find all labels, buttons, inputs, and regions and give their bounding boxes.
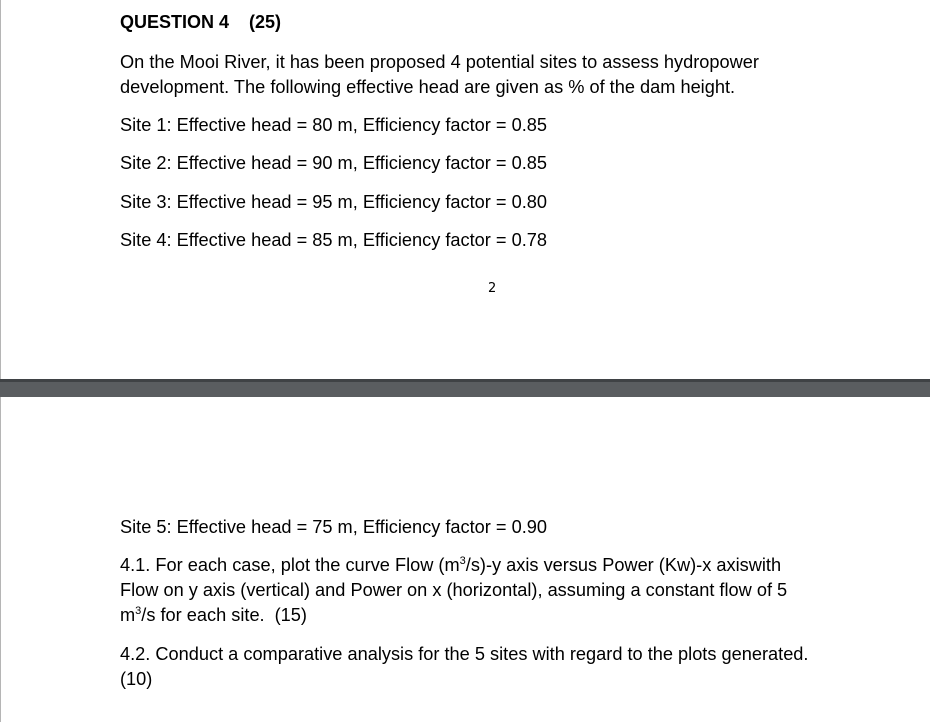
site-1-text: Site 1: Effective head = 80 m, Efficiency factor = 0.85 (120, 115, 547, 135)
site-4-text: Site 4: Effective head = 85 m, Efficiency factor = 0.78 (120, 230, 547, 250)
question-4-2-marks: (10) (120, 669, 153, 689)
question-4-2-line-1: 4.2. Conduct a comparative analysis for the 5 sites with regard to the plots generated. (120, 644, 809, 664)
question-4-1-marks: (15) (274, 605, 307, 625)
intro-line-2: development. The following effective head are given as % of the dam height. (120, 77, 736, 97)
question-4-1-line-2: Flow on y axis (vertical) and Power on x (horizontal), assuming a constant flow of 5 (120, 580, 788, 600)
question-marks: (25) (249, 12, 282, 32)
document-page-2 (0, 397, 930, 722)
question-label: QUESTION 4 (120, 12, 230, 32)
page-number: 2 (488, 281, 497, 296)
question-heading (120, 12, 281, 33)
site-5-text: Site 5: Effective head = 75 m, Efficiency factor = 0.90 (120, 517, 547, 537)
intro-line-1: On the Mooi River, it has been proposed 4 potential sites to assess hydropower (120, 52, 759, 72)
question-4-1-line-3: $m^3/s$ for each site. (15) (120, 605, 307, 625)
question-4-1-line-1: 4.1. For each case, plot the curve Flow $(m^3/s)-y$ axis versus Power (Kw)-x axiswith (120, 555, 782, 575)
page-separator-shadow (0, 379, 930, 382)
site-2-text: Site 2: Effective head = 90 m, Efficiency factor = 0.85 (120, 153, 547, 173)
site-3-text: Site 3: Effective head = 95 m, Efficiency factor = 0.80 (120, 192, 547, 212)
